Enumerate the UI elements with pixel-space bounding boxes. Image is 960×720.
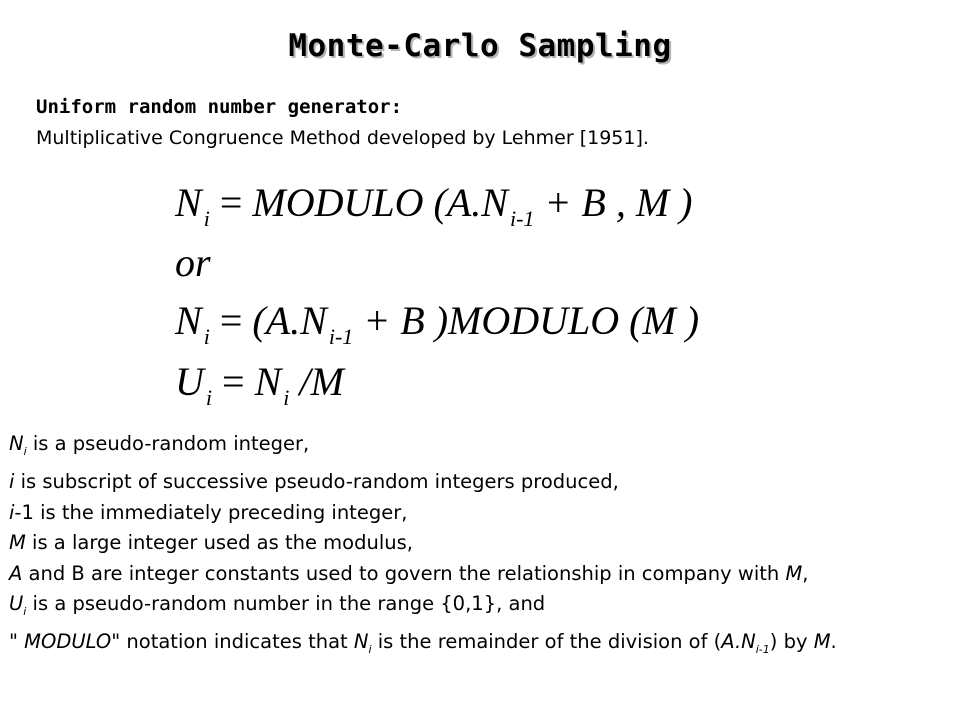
definition-a-b: A and B are integer constants used to govern the relationship in company with M,	[9, 561, 809, 585]
definition-i: i is subscript of successive pseudo-random integers produced,	[9, 470, 619, 494]
equation-1: $N_i$ = MODULO ($A.N_{i-1} + B$ , M )	[175, 180, 693, 231]
definition-modulo: " MODULO" notation indicates that $N_i$ is the remainder of the division of $(A.N_{i-1})$ by M.	[9, 630, 837, 657]
title-container	[0, 28, 960, 64]
intro-text: Multiplicative Congruence Method developed by Lehmer [1951].	[36, 127, 649, 149]
equation-or: or	[175, 240, 211, 285]
definition-u-i: $U_i$ is a pseudo-random number in the range {0,1}, and	[9, 591, 546, 618]
definition-m: M is a large integer used as the modulus,	[9, 531, 413, 555]
page-title: Monte-Carlo Sampling	[288, 28, 672, 64]
equation-3: $U_i = N_i$ /M	[175, 359, 344, 410]
definition-n-i: $N_i$ is a pseudo-random integer,	[9, 432, 310, 458]
subtitle: Uniform random number generator:	[36, 96, 403, 118]
definitions-list	[9, 429, 951, 666]
equation-2: $N_i = (A.N_{i-1} + B$ )MODULO (M )	[175, 298, 700, 349]
definition-i-minus-1: i-1 is the immediately preceding integer,	[9, 500, 408, 524]
